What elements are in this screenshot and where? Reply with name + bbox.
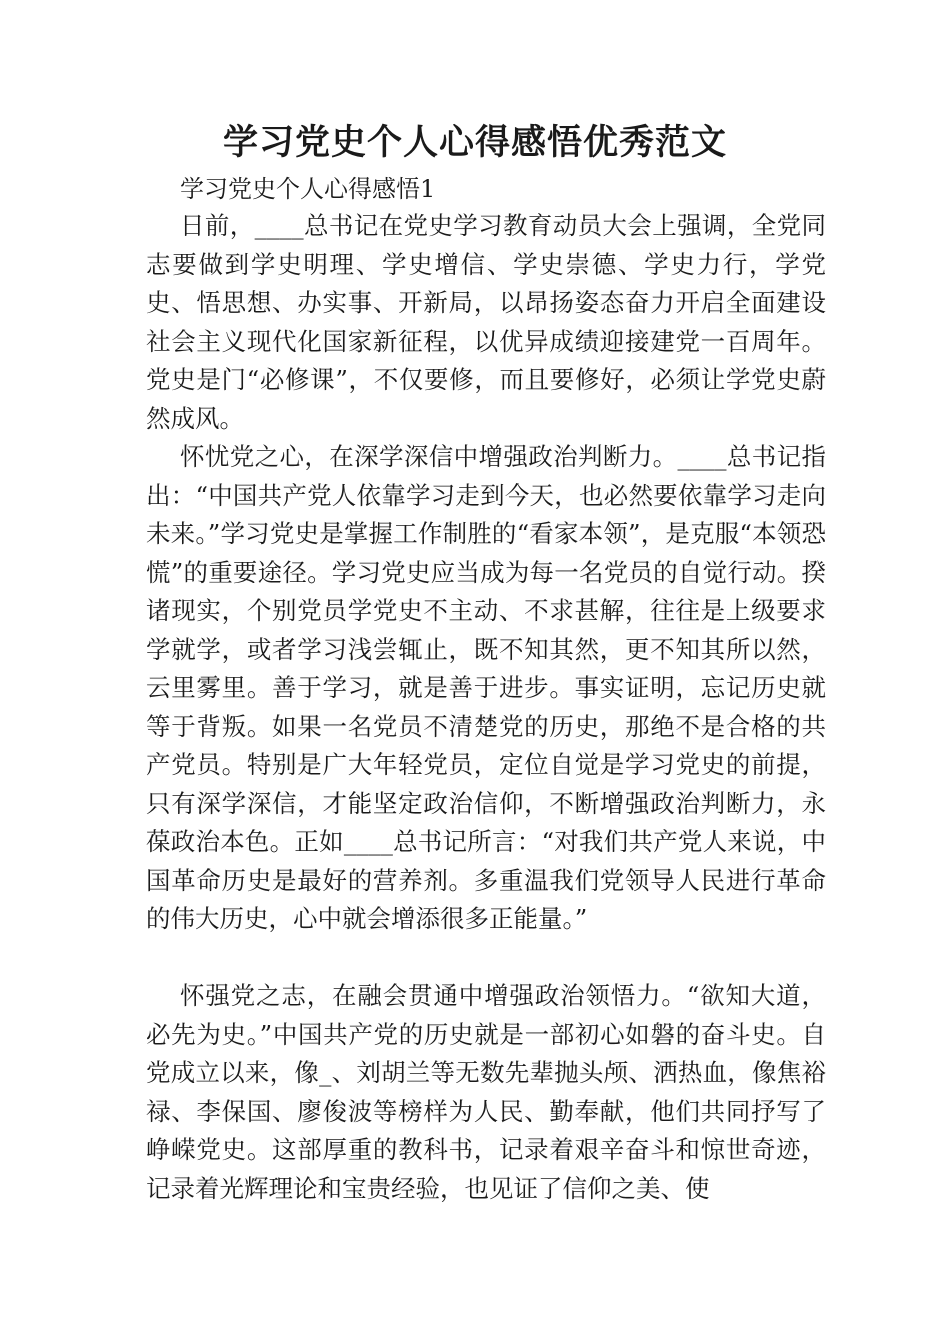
paragraph-3: 怀强党之志，在融会贯通中增强政治领悟力。“欲知大道，必先为史。”中国共产党的历史就是一部初心如磐的奋斗史。自党成立以来，像_、刘胡兰等无数先辈抛头颅、洒热血，像焦裕禄、李保国、廖俊波等榜样为人民、勤奉献，他们共同抒写了峥嵘党史。这部厚重的教科书，记录着艰辛奋斗和惊世奇迹，记录着光辉理论和宝贵经验，也见证了信仰之美、使 [146, 981, 826, 1203]
paragraph-2: 怀忧党之心，在深学深信中增强政治判断力。____总书记指出：“中国共产党人依靠学习走到今天，也必然要依靠学习走向未来。”学习党史是掌握工作制胜的“看家本领”，是克服“本领恐慌”的重要途径。学习党史应当成为每一名党员的自觉行动。揆诸现实，个别党员学党史不主动、不求甚解，往往是上级要求学就学，或者学习浅尝辄止，既不知其然，更不知其所以然，云里雾里。善于学习，就是善于进步。事实证明，忘记历史就等于背叛。如果一名党员不清楚党的历史，那绝不是合格的共产党员。特别是广大年轻党员，定位自觉是学习党史的前提，只有深学深信，才能坚定政治信仰，不断增强政治判断力，永葆政治本色。正如____总书记所言：“对我们共产党人来说，中国革命历史是最好的营养剂。多重温我们党领导人民进行革命的伟大历史，心中就会增添很多正能量。” [146, 442, 826, 933]
section-heading: 学习党史个人心得感悟1 [180, 175, 436, 203]
document-title: 学习党史个人心得感悟优秀范文 [222, 123, 727, 163]
paragraph-1: 日前，____总书记在党史学习教育动员大会上强调，全党同志要做到学史明理、学史增信、学史崇德、学史力行，学党史、悟思想、办实事、开新局，以昂扬姿态奋力开启全面建设社会主义现代化国家新征程，以优异成绩迎接建党一百周年。党史是门“必修课”，不仅要修，而且要修好，必须让学党史蔚然成风。 [146, 211, 826, 433]
